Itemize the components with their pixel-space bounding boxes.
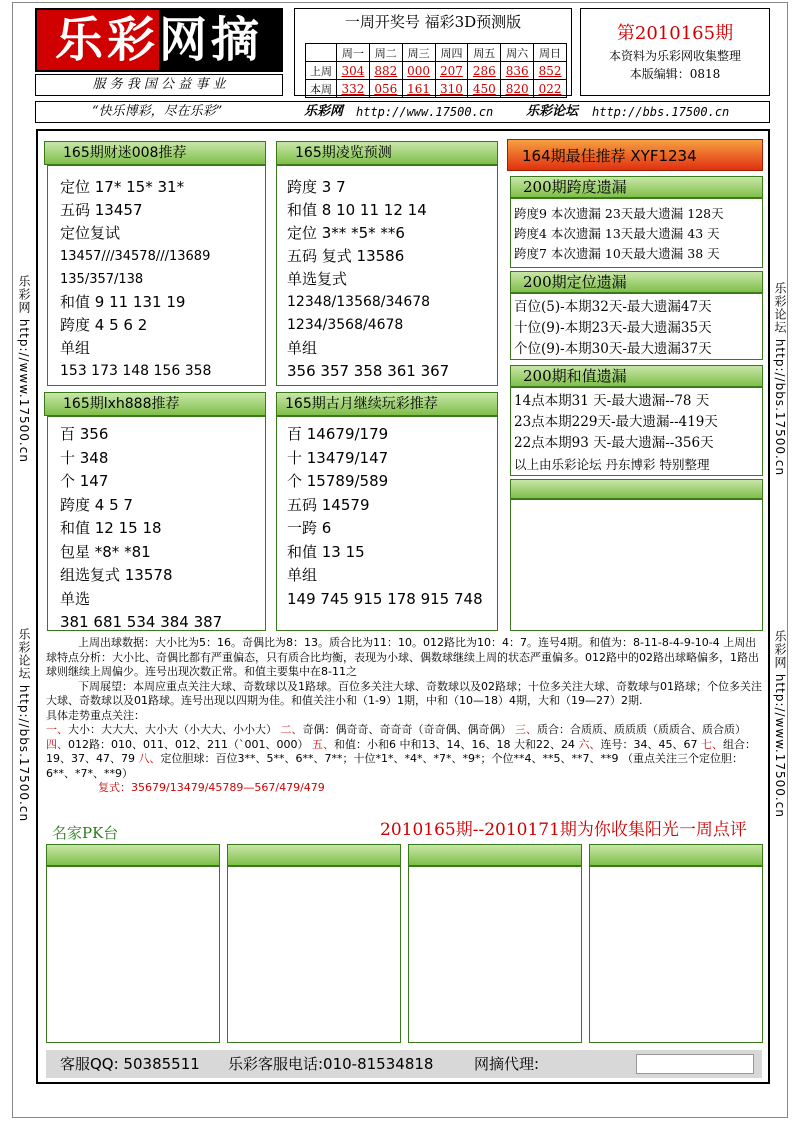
panel1-line: 跨度 4 5 6 2: [60, 316, 148, 334]
issue-box: [580, 8, 770, 96]
banner: [35, 101, 770, 123]
panel1-line: 和值 9 11 131 19: [60, 293, 186, 311]
issue-edition: 本版编辑：0818: [629, 67, 721, 81]
weekday: 周三: [402, 44, 435, 62]
pk-col2-body: [227, 866, 401, 1043]
side-right-bottom: 乐彩网 http://www.17500.cn: [773, 630, 787, 818]
panel4-title: 165期古月继续玩彩推荐: [276, 392, 498, 416]
panel2-line: 356 357 358 361 367: [287, 362, 450, 380]
footer-phone: 乐彩客服电话:010-81534818: [228, 1055, 434, 1073]
trend-text: 012路：010、011、012、211（`001、000）: [68, 737, 309, 751]
panel2-line: 1234/3568/4678: [287, 317, 404, 333]
pos-miss-line: 个位(9)-本期30天-最大遗漏37天: [514, 341, 712, 357]
panel4-line: 十 13479/147: [287, 448, 389, 467]
panel4-line: 一跨 6: [287, 519, 332, 537]
draw-number: 450: [468, 80, 501, 98]
span-miss-title: 200期跨度遗漏: [510, 176, 763, 198]
panel3-line: 组选复式 13578: [60, 566, 173, 584]
span-miss-body: [510, 198, 763, 268]
weekday: 周五: [468, 44, 501, 62]
right-empty-title: [510, 479, 763, 499]
issue-number: 第2010165期: [616, 23, 734, 44]
panel4-line: 149 745 915 178 915 748: [287, 589, 483, 608]
panel2-line: 单选复式: [287, 270, 348, 288]
panel4-line: 百 14679/179: [287, 425, 389, 443]
panel4-line: 单组: [287, 566, 318, 584]
analysis-trend-list: [46, 723, 764, 781]
panel4-line: 和值 13 15: [287, 542, 365, 561]
draw-number: 207: [435, 62, 468, 80]
panel3-line: 和值 12 15 18: [60, 519, 162, 537]
trend-text: 质合：合质质、质质质（质质合、质合质）: [537, 723, 746, 736]
panel2-line: 跨度 3 7: [287, 178, 346, 196]
banner-site1-link[interactable]: http://www.17500.cn: [356, 105, 494, 119]
pk-col1-head: [46, 844, 220, 866]
draw-number: 820: [501, 80, 534, 98]
side-left-bottom: 乐彩论坛 http://bbs.17500.cn: [17, 628, 31, 823]
span-miss-line: 跨度4 本次遗漏 13天最大遗漏 43 天: [514, 226, 720, 241]
trend-tag: 五、: [311, 737, 334, 751]
banner-site2-link[interactable]: http://bbs.17500.cn: [592, 105, 730, 119]
draw-number: 310: [435, 80, 468, 98]
pk-col1-body: [46, 866, 220, 1043]
side-left-top: 乐彩网 http://www.17500.cn: [17, 275, 31, 463]
panel3-line: 个 147: [60, 472, 109, 490]
span-miss-line: 跨度7 本次遗漏 10天最大遗漏 38 天: [514, 246, 720, 261]
banner-site2-name: 乐彩论坛: [526, 104, 579, 119]
panel2-title: 165期凌览预测: [276, 141, 498, 165]
trend-tag: 三、: [515, 723, 537, 736]
panel1-line: 定位复试: [60, 224, 121, 242]
panel2-line: 定位 3** *5* **6: [287, 224, 405, 242]
blank-cell: [306, 44, 337, 62]
sum-miss-line: 14点本期31 天-最大遗漏--78 天: [514, 393, 710, 409]
panel4-line: 个 15789/589: [287, 472, 389, 490]
panel1-body: [47, 165, 266, 386]
panel3-line: 包星 *8* *81: [60, 542, 151, 561]
logo-text: 乐彩网摘: [37, 10, 281, 70]
panel3-line: 百 356: [60, 425, 109, 443]
analysis-last-week: 上周出球数据：大小比为5：16。奇偶比为8：13。质合比为11：10。012路比为10：4：7。连号4期。和值为：8-11-8-4-9-10-4 上周出球特点分析：大小比、奇偶比都有严重偏态，只有质合比均衡，表现为小球、偶数球继续上周的状态严重偏多。012路中的02路出球略偏多，1路出球则继续上周偏少。连号出现次数正常。和值主要集中在8-11之: [46, 636, 759, 678]
draw-table: [305, 43, 567, 98]
analysis-block: [46, 636, 764, 796]
row-label: 上周: [306, 62, 337, 80]
footer-agent: 网摘代理:: [474, 1055, 540, 1073]
right-empty-body: [510, 499, 763, 631]
panel3-title: 165期lxh888推荐: [44, 392, 266, 416]
draw-number: 161: [402, 80, 435, 98]
panel2-line: 12348/13568/34678: [287, 294, 431, 310]
weekday: 周六: [501, 44, 534, 62]
trend-tag: 二、: [280, 723, 303, 736]
panel3-body: [47, 416, 266, 631]
trend-text: 组合：19、37、47、79: [46, 737, 756, 765]
pk-label: 名家PK台: [52, 824, 119, 842]
panel1-line: 五码 13457: [60, 201, 143, 219]
draw-number: 882: [369, 62, 402, 80]
weekday: 周四: [435, 44, 468, 62]
pk-headline: 2010165期--2010171期为你收集阳光一周点评: [380, 820, 747, 840]
pk-col3-head: [408, 844, 582, 866]
trend-tag: 一、: [46, 723, 68, 736]
panel2-line: 五码 复式 13586: [287, 247, 405, 265]
pos-miss-body: [510, 293, 763, 360]
trend-text: 和值：小和6 中和13、14、16、18 大和22、24: [333, 737, 575, 751]
row-label: 本周: [306, 80, 337, 98]
sum-miss-credit: 以上由乐彩论坛 丹东博彩 特别整理: [514, 457, 710, 472]
panel1-line: 153 173 148 156 358: [60, 363, 212, 379]
panel2-line: 单组: [287, 339, 318, 357]
panel3-line: 381 681 534 384 387: [60, 613, 223, 631]
pk-col2-head: [227, 844, 401, 866]
footer-bar: [46, 1050, 762, 1078]
issue-note: 本资料为乐彩网收集整理: [608, 49, 741, 63]
panel1-line: 13457///34578///13689: [60, 249, 211, 264]
pos-miss-line: 十位(9)-本期23天-最大遗漏35天: [514, 320, 712, 336]
trend-tag: 四、: [46, 737, 68, 751]
panel4-body: [276, 416, 498, 631]
trend-text: 连号：34、45、67: [600, 737, 698, 751]
draw-number: 056: [369, 80, 402, 98]
draw-number: 022: [534, 80, 567, 98]
slogan: 服 务 我 国 公 益 事 业: [35, 74, 283, 96]
banner-quote: “快乐博彩，尽在乐彩”: [92, 104, 223, 119]
draw-number: 836: [501, 62, 534, 80]
panel4-line: 五码 14579: [287, 495, 370, 514]
pk-col4-head: [589, 844, 763, 866]
draw-number: 304: [337, 62, 370, 80]
panel3-line: 十 348: [60, 448, 109, 467]
analysis-next-week: 下周展望：本周应重点关注大球、奇数球以及1路球。百位多关注大球、奇数球以及02路球；十位多关注大球、奇数球与01路球；个位多关注大球、奇数球以及01路球。连号出现以四期为佳。和值关注小和（1-9）1期，中和（10—18）4期，大和（19—27）2期.: [46, 679, 762, 707]
trend-text: 定位胆球：百位3**、5**、6**、7**；十位*1*、*4*、*7*、*9*；个位**4、**5、**7、**9 （重点关注三个定位胆：6**、*7*、**9）: [46, 752, 743, 780]
weekday: 周二: [369, 44, 402, 62]
best-recommend-title: 164期最佳推荐 XYF1234: [507, 139, 763, 171]
draw-number: 286: [468, 62, 501, 80]
sum-miss-title: 200期和值遗漏: [510, 365, 763, 387]
analysis-fushi: 复式：35679/13479/45789—567/479/479: [98, 781, 325, 794]
logo: [35, 8, 283, 72]
sum-miss-line: 22点本期93 天-最大遗漏--356天: [514, 435, 714, 451]
pos-miss-line: 百位(5)-本期32天-最大遗漏47天: [514, 299, 712, 315]
side-right-top: 乐彩论坛 http://bbs.17500.cn: [773, 282, 787, 477]
pk-col3-body: [408, 866, 582, 1043]
analysis-trend-head: 具体走势重点关注：: [46, 708, 145, 722]
panel1-title: 165期财迷008推荐: [44, 141, 266, 165]
draw-number: 332: [337, 80, 370, 98]
footer-agent-box: [636, 1054, 754, 1074]
banner-site1-name: 乐彩网: [304, 104, 344, 119]
draw-number: 852: [534, 62, 567, 80]
panel3-line: 单选: [60, 589, 91, 608]
pk-col4-body: [589, 866, 763, 1043]
trend-tag: 八、: [138, 752, 161, 765]
span-miss-line: 跨度9 本次遗漏 23天最大遗漏 128天: [514, 206, 724, 221]
weekday: 周一: [337, 44, 370, 62]
trend-tag: 六、: [578, 737, 601, 751]
sum-miss-line: 23点本期229天-最大遗漏--419天: [514, 414, 718, 430]
panel2-line: 和值 8 10 11 12 14: [287, 201, 427, 219]
sum-miss-body: [510, 387, 763, 476]
draw-box: [294, 8, 572, 96]
panel1-line: 135/357/138: [60, 272, 144, 287]
panel3-line: 跨度 4 5 7: [60, 495, 133, 514]
panel1-line: 单组: [60, 339, 91, 357]
pos-miss-title: 200期定位遗漏: [510, 271, 763, 293]
trend-tag: 七、: [700, 737, 723, 751]
draw-number: 000: [402, 62, 435, 80]
draw-table-title: 一周开奖号 福彩3D预测版: [344, 13, 522, 31]
footer-qq: 客服QQ: 50385511: [60, 1055, 200, 1073]
weekday: 周日: [534, 44, 567, 62]
panel1-line: 定位 17* 15* 31*: [60, 178, 185, 196]
panel2-body: [276, 165, 498, 386]
trend-text: 大小：大大大、大小大（小大大、小小大）: [68, 723, 277, 736]
trend-text: 奇偶：偶奇奇、奇奇奇（奇奇偶、偶奇偶）: [302, 723, 512, 736]
